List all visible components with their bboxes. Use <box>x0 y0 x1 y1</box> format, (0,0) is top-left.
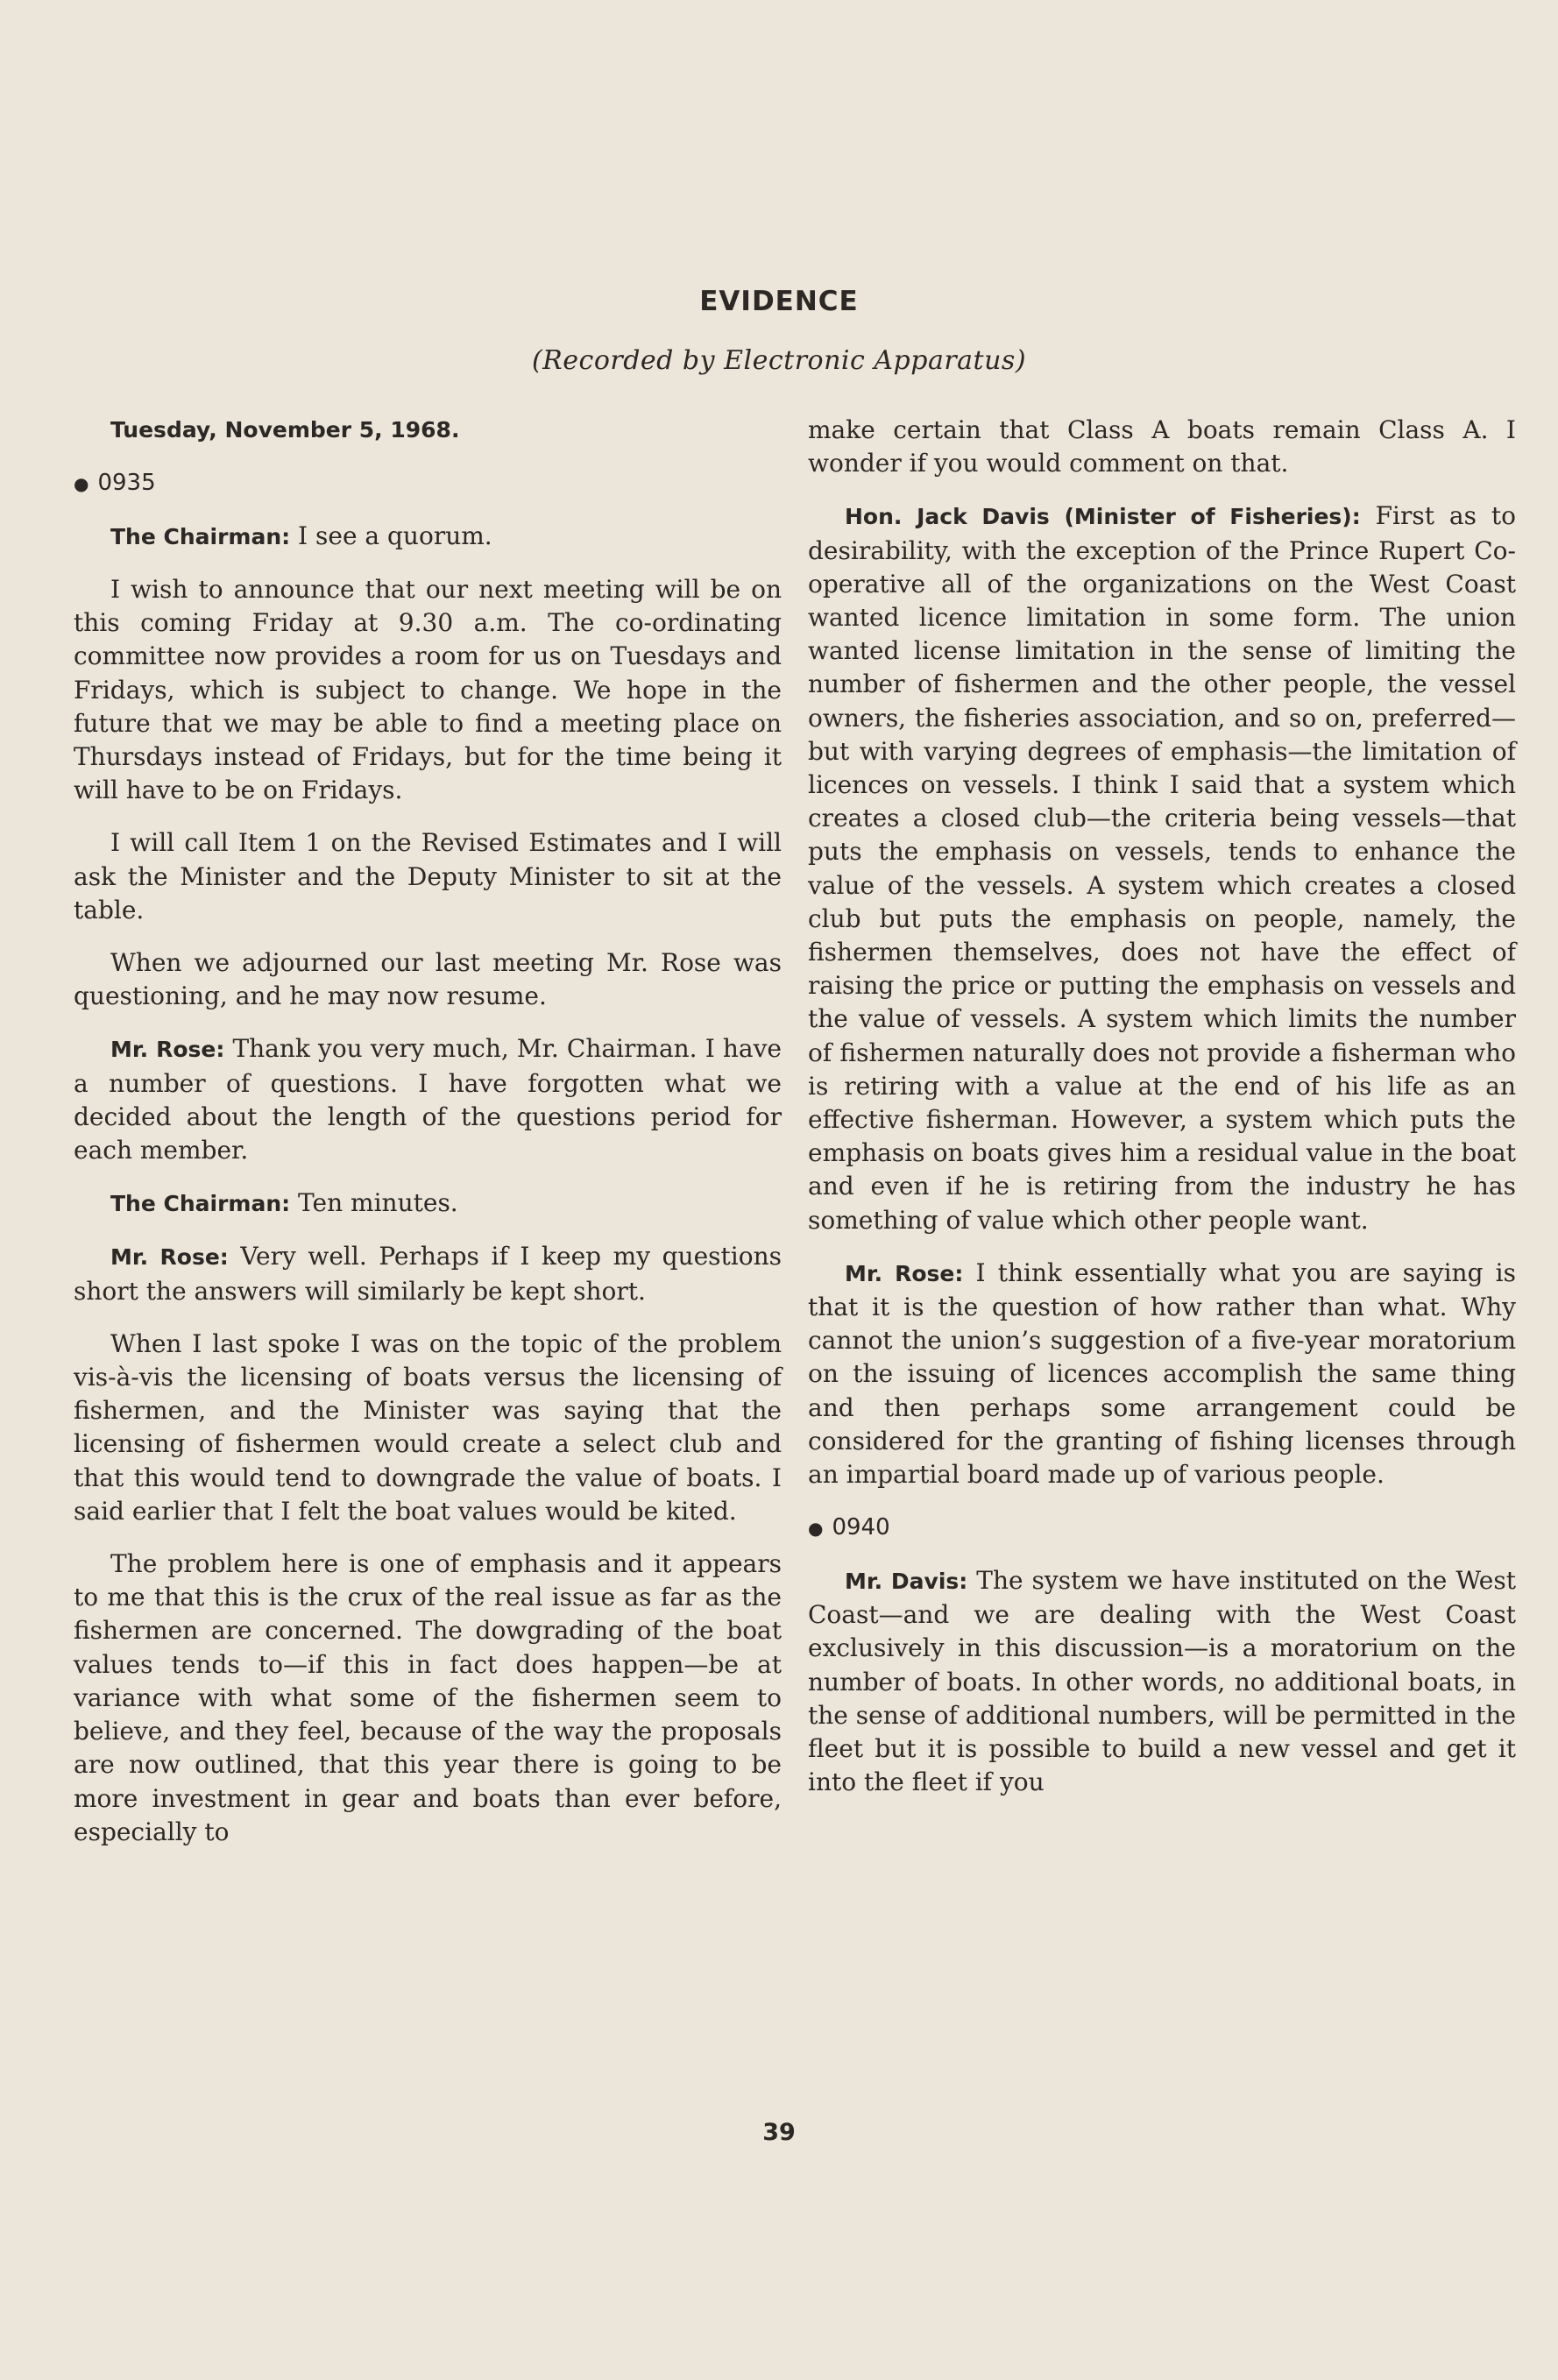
page-number: 39 <box>762 2119 796 2146</box>
paragraph <box>808 499 1516 1236</box>
paragraph <box>808 1257 1516 1491</box>
paragraph: I wish to announce that our next meeting will be on this coming Friday at 9.30 a.m. The co-ordinating committee now provides a room for us on Tuesdays and Fridays, which is subject to change. We hope in the future that we may be able to find a meeting place on Thursdays instead of Fridays, but for the time being it will have to be on Fridays. <box>74 575 782 805</box>
left-column <box>74 414 782 1868</box>
speaker-name: The Chairman: <box>110 523 291 549</box>
paragraph: I will call Item 1 on the Revised Estimates and I will ask the Minister and the Deputy Minister to sit at the table. <box>74 828 782 924</box>
speech-text: Ten minutes. <box>290 1188 458 1218</box>
speech-text: I think essentially what you are saying is that it is the question of how rather than what. Why cannot the union’s suggestion of a five-year moratorium on the issuing of licences accomplish the same thing and then perhaps some arrangement could be considered for the granting of fishing licenses through an impartial board made up of various people. <box>808 1257 1516 1490</box>
speaker-name: Hon. Jack Davis (Minister of Fisheries): <box>845 504 1361 530</box>
speaker-name: The Chairman: <box>110 1191 291 1217</box>
paragraph: When we adjourned our last meeting Mr. Rose was questioning, and he may now resume. <box>74 948 782 1011</box>
section-subtitle: (Recorded by Electronic Apparatus) <box>531 345 1027 376</box>
bullet-icon: ● <box>808 1517 824 1539</box>
meeting-date: Tuesday, November 5, 1968. <box>110 417 460 443</box>
time-marker <box>74 466 782 500</box>
speech-text: The system we have instituted on the West Coast—and we are dealing with the West Coast exclusively in this discussion—is a moratorium on the number of boats. In other words, no additional boats, in the sense of additional numbers, will be permitted in the fleet but it is possible to build a new vessel and get it into the fleet if you <box>808 1565 1517 1797</box>
time-marker <box>808 1511 1516 1545</box>
time-marker-text: 0940 <box>832 1514 890 1541</box>
paragraph <box>74 1186 782 1221</box>
speech-text: Very well. Perhaps if I keep my questions short the answers will similarly be kept short. <box>74 1242 782 1306</box>
paragraph <box>74 520 782 554</box>
speech-text: I see a quorum. <box>290 521 492 550</box>
bullet-icon: ● <box>74 472 89 494</box>
paragraph <box>74 1240 782 1307</box>
paragraph <box>74 1032 782 1167</box>
speech-text: Thank you very much, Mr. Chairman. I have a number of questions. I have forgotten what we decided about the length of the questions period for each member. <box>74 1034 783 1165</box>
speaker-name: Mr. Rose: <box>845 1260 964 1286</box>
paragraph: make certain that Class A boats remain Class A. I wonder if you would comment on that. <box>808 415 1516 478</box>
section-title: EVIDENCE <box>699 286 859 317</box>
paragraph: When I last spoke I was on the topic of the problem vis-à-vis the licensing of boats versus the licensing of fishermen, and the Minister was saying that the licensing of fishermen would create a select club and that this would tend to downgrade the value of boats. I said earlier that I felt the boat values would be kited. <box>74 1328 782 1526</box>
right-column <box>808 414 1516 1818</box>
speaker-name: Mr. Rose: <box>110 1037 225 1063</box>
speech-text: First as to desirability, with the exception of the Prince Rupert Co-operative all of the organizations on the West Coast wanted licence limitation in some form. The union wanted license limitation in the sense of limiting the number of fishermen and the other people, the vessel owners, the fisheries association, and so on, preferred—but with varying degrees of emphasis—the limitation of licences on vessels. I think I said that a system which creates a closed club—the criteria being vessels—that puts the emphasis on vessels, tends to enhance the value of the vessels. A system which creates a closed club but puts the emphasis on people, namely, the fishermen themselves, does not have the effect of raising the price or putting the emphasis on vessels and the value of vessels. A system which limits the number of fishermen naturally does not provide a fisherman who is retiring with a value at the end of his life as an effective fisherman. However, a system which puts the emphasis on boats gives him a residual value in the boat and even if he is retiring from the industry he has something of value which other people want. <box>808 501 1516 1235</box>
speaker-name: Mr. Rose: <box>110 1244 229 1271</box>
paragraph <box>808 1564 1516 1799</box>
paragraph: The problem here is one of emphasis and it appears to me that this is the crux of the real issue as far as the fishermen are concerned. The dowgrading of the boat values tends to—if this in fact does happen—be at variance with what some of the fishermen seem to believe, and they feel, because of the way the proposals are now outlined, that this year there is going to be more investment in gear and boats than ever before, especially to <box>74 1549 782 1846</box>
speaker-name: Mr. Davis: <box>845 1568 968 1594</box>
time-marker-text: 0935 <box>97 470 156 497</box>
